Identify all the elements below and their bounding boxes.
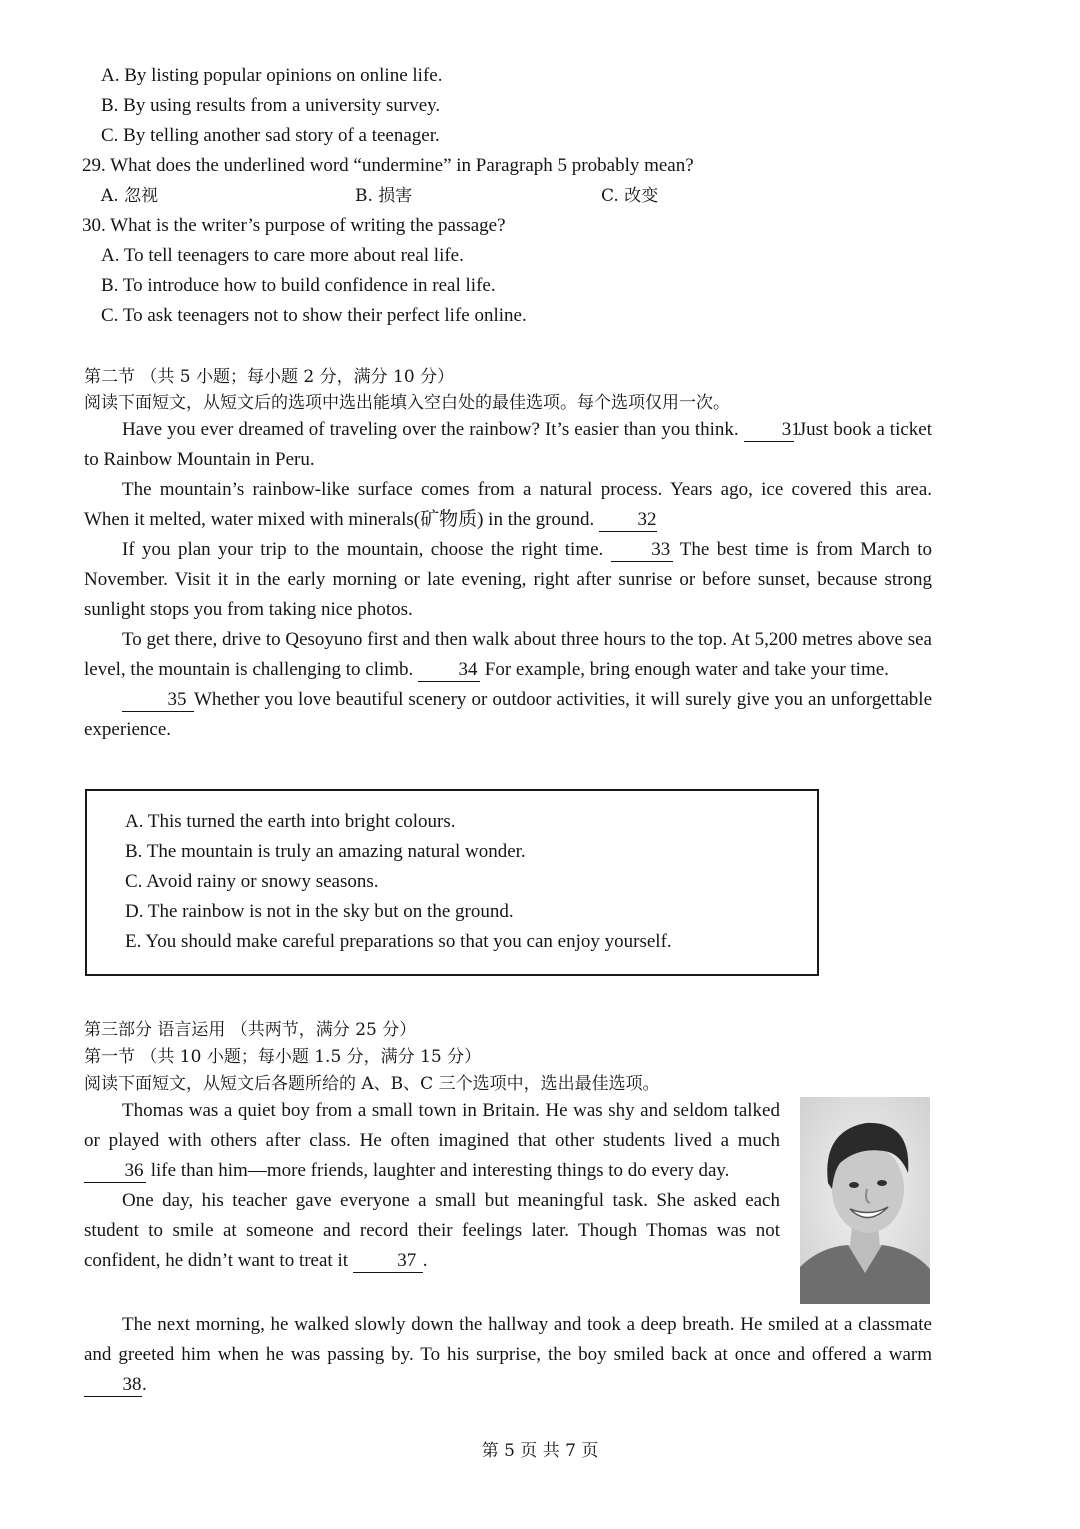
passage-paragraph-5: 35 Whether you love beautiful scenery or outdoor activities, it will surely give you an unforgettable experience. xyxy=(84,689,932,740)
blank-32[interactable]: 32 xyxy=(599,509,657,532)
part3-passage-narrow xyxy=(84,1096,780,1276)
page-number: 第 5 页 共 7 页 xyxy=(481,1441,599,1461)
q28-option-b: B. By using results from a university survey. xyxy=(101,95,441,116)
part3-instruction: 阅读下面短文，从短文后各题所给的 A、B、C 三个选项中，选出最佳选项。 xyxy=(84,1074,660,1094)
part3-sub-heading: 第一节 （共 10 小题；每小题 1.5 分，满分 15 分） xyxy=(84,1047,482,1067)
box-option-c: C. Avoid rainy or snowy seasons. xyxy=(125,871,379,892)
passage-paragraph-2: The mountain’s rainbow-like surface comes from a natural process. Years ago, ice covered this area. When it melted, water mixed with minerals(矿物质) in the ground. 32 xyxy=(84,479,932,530)
part3-paragraph-1: Thomas was a quiet boy from a small town in Britain. He was shy and seldom talked or played with others after class. He often imagined that other students lived a much 36 life than him—more friends, laughter and interesting things to do every day. xyxy=(84,1100,780,1181)
options-box xyxy=(85,789,819,976)
part3-passage-wide xyxy=(84,1310,932,1400)
q30-option-b: B. To introduce how to build confidence in real life. xyxy=(101,275,496,296)
smiling-boy-photo xyxy=(800,1097,930,1304)
part3-heading: 第三部分 语言运用 （共两节，满分 25 分） xyxy=(84,1020,417,1040)
q28-option-c: C. By telling another sad story of a teenager. xyxy=(101,125,440,146)
blank-35[interactable]: 35 xyxy=(122,689,194,712)
section2-passage xyxy=(84,415,932,745)
blank-36[interactable]: 36 xyxy=(84,1160,146,1183)
passage-paragraph-4: To get there, drive to Qesoyuno first and then walk about three hours to the top. At 5,200 metres above sea level, the mountain is challenging to climb. 34 For example, bring enough water and take your time. xyxy=(84,629,932,680)
q29-option-b: B. 损害 xyxy=(355,186,413,206)
box-option-a: A. This turned the earth into bright colours. xyxy=(125,811,456,832)
passage-paragraph-1: Have you ever dreamed of traveling over the rainbow? It’s easier than you think. 31 Just book a ticket to Rainbow Mountain in Peru. xyxy=(84,419,933,470)
section2-instruction: 阅读下面短文，从短文后的选项中选出能填入空白处的最佳选项。每个选项仅用一次。 xyxy=(84,393,730,413)
q28-option-a: A. By listing popular opinions on online life. xyxy=(101,65,443,86)
blank-38[interactable]: 38 xyxy=(84,1374,142,1397)
blank-34[interactable]: 34 xyxy=(418,659,480,682)
part3-paragraph-3: The next morning, he walked slowly down the hallway and took a deep breath. He smiled at a classmate and greeted him when he was passing by. To his surprise, the boy smiled back at once and offered a warm 38. xyxy=(84,1314,932,1395)
q30-option-a: A. To tell teenagers to care more about real life. xyxy=(101,245,464,266)
passage-paragraph-3: If you plan your trip to the mountain, choose the right time. 33 The best time is from March to November. Visit it in the early morning or late evening, right after sunrise or before sunset, because strong sunlight stops you from taking nice photos. xyxy=(84,539,933,620)
box-option-b: B. The mountain is truly an amazing natural wonder. xyxy=(125,841,526,862)
q30-option-c: C. To ask teenagers not to show their perfect life online. xyxy=(101,305,527,326)
part3-paragraph-2: One day, his teacher gave everyone a small but meaningful task. She asked each student to smile at someone and record their feelings later. Though Thomas was not confident, he didn’t want to treat it 37 . xyxy=(84,1190,780,1271)
q29-stem: 29. What does the underlined word “undermine” in Paragraph 5 probably mean? xyxy=(82,155,694,176)
blank-31[interactable]: 31 xyxy=(744,419,794,442)
q29-option-a: A. 忽视 xyxy=(101,186,159,206)
box-option-d: D. The rainbow is not in the sky but on the ground. xyxy=(125,901,514,922)
q29-option-c: C. 改变 xyxy=(601,186,659,206)
section2-heading: 第二节 （共 5 小题；每小题 2 分，满分 10 分） xyxy=(84,367,455,387)
blank-37[interactable]: 37 xyxy=(353,1250,423,1273)
q30-stem: 30. What is the writer’s purpose of writing the passage? xyxy=(82,215,506,236)
box-option-e: E. You should make careful preparations so that you can enjoy yourself. xyxy=(125,931,672,952)
blank-33[interactable]: 33 xyxy=(611,539,673,562)
